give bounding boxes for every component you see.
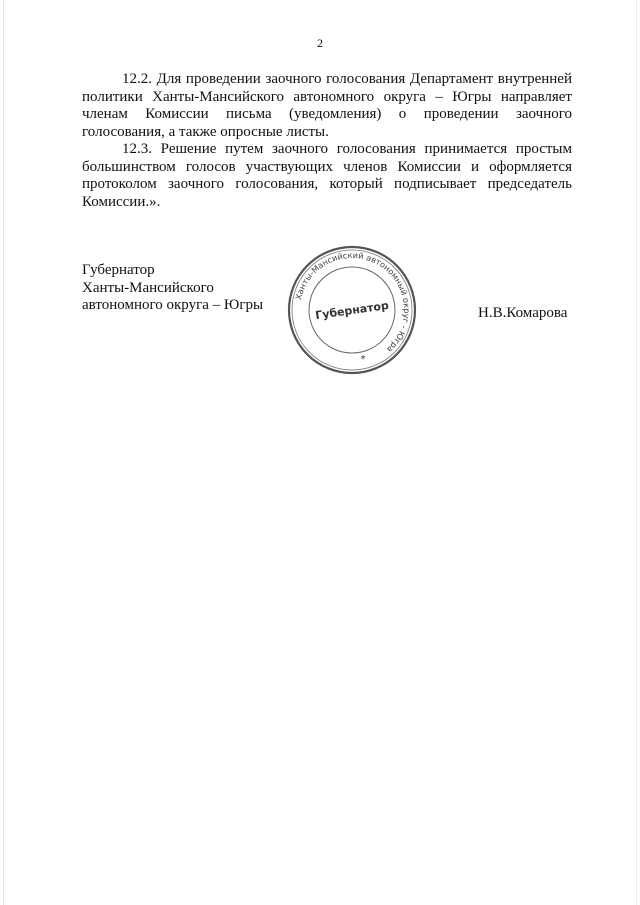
- official-seal: [286, 244, 418, 376]
- scan-edge-left: [3, 0, 4, 905]
- signer-title: Губернатор: [82, 262, 155, 278]
- paragraph-12-3: 12.3. Решение путем заочного голосования принимается простым большинством голосов участвующих членов Комиссии и оформляется протоколом заочного голосования, который подписывает председатель Комиссии.».: [82, 141, 572, 210]
- signature-name: Н.В.Комарова: [478, 305, 568, 321]
- paragraph-12-2: 12.2. Для проведении заочного голосования Департамент внутренней политики Ханты-Мансийского автономного округа – Югры направляет членам Комиссии письма (уведомления) о проведении заочного голосования, а также опросные листы.: [82, 71, 572, 140]
- body-text: [82, 71, 572, 211]
- signer-block: [82, 262, 263, 315]
- scan-edge-right: [636, 0, 637, 905]
- seal-center-text: Губернатор: [314, 298, 390, 323]
- signer-region: Ханты-Мансийского: [82, 279, 214, 296]
- seal-ring-text: Ханты-Мансийский автономный округ - Югра: [293, 249, 413, 355]
- page-number: 2: [317, 36, 323, 50]
- seal-star: *: [360, 354, 366, 365]
- signer-region-cont: автономного округа – Югры: [82, 297, 264, 313]
